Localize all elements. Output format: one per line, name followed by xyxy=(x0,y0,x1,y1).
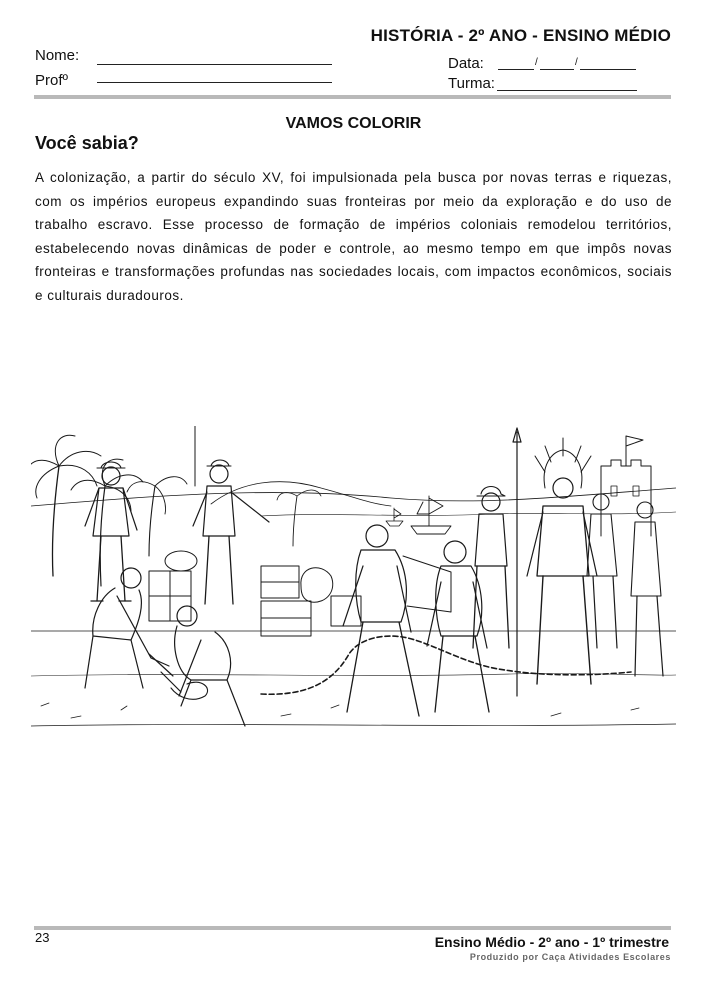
footer-credit: Produzido por Caça Atividades Escolares xyxy=(469,952,671,962)
class-label: Turma: xyxy=(448,75,495,92)
did-you-know-heading: Você sabia? xyxy=(35,133,139,153)
class-field-line[interactable] xyxy=(497,90,637,91)
header-divider xyxy=(34,95,671,99)
date-separator: / xyxy=(535,57,538,68)
name-field-line[interactable] xyxy=(97,64,332,65)
name-label: Nome: xyxy=(35,47,80,64)
section-title: VAMOS COLORIR xyxy=(285,115,422,132)
teacher-field-line[interactable] xyxy=(97,82,332,83)
colonial-scene-icon xyxy=(31,426,676,746)
date-year-line[interactable] xyxy=(580,69,636,70)
date-month-line[interactable] xyxy=(540,69,574,70)
date-day-line[interactable] xyxy=(498,69,534,70)
colonial-scene-illustration[interactable] xyxy=(31,426,676,746)
date-label: Data: xyxy=(448,55,484,72)
footer-divider xyxy=(34,926,671,930)
intro-paragraph: A colonização, a partir do século XV, foi impulsionada pela busca por novas terras e riquezas, com os impérios europeus expandindo suas fronteiras por meio da exploração e do uso de trabalho escravo. Esse processo de formação de impérios coloniais remodelou territórios, estabelecendo novas dinâmicas de poder e controle, ao mesmo tempo em que impôs novas fronteiras e transformações profundas nas sociedades locais, com impactos econômicos, sociais e culturais duradouros. xyxy=(35,170,672,303)
footer-title: Ensino Médio - 2º ano - 1º trimestre xyxy=(434,934,669,950)
teacher-label: Profº xyxy=(35,72,68,89)
date-separator: / xyxy=(575,57,578,68)
page-number: 23 xyxy=(35,930,50,945)
worksheet-header-title: HISTÓRIA - 2º ANO - ENSINO MÉDIO xyxy=(370,26,671,45)
